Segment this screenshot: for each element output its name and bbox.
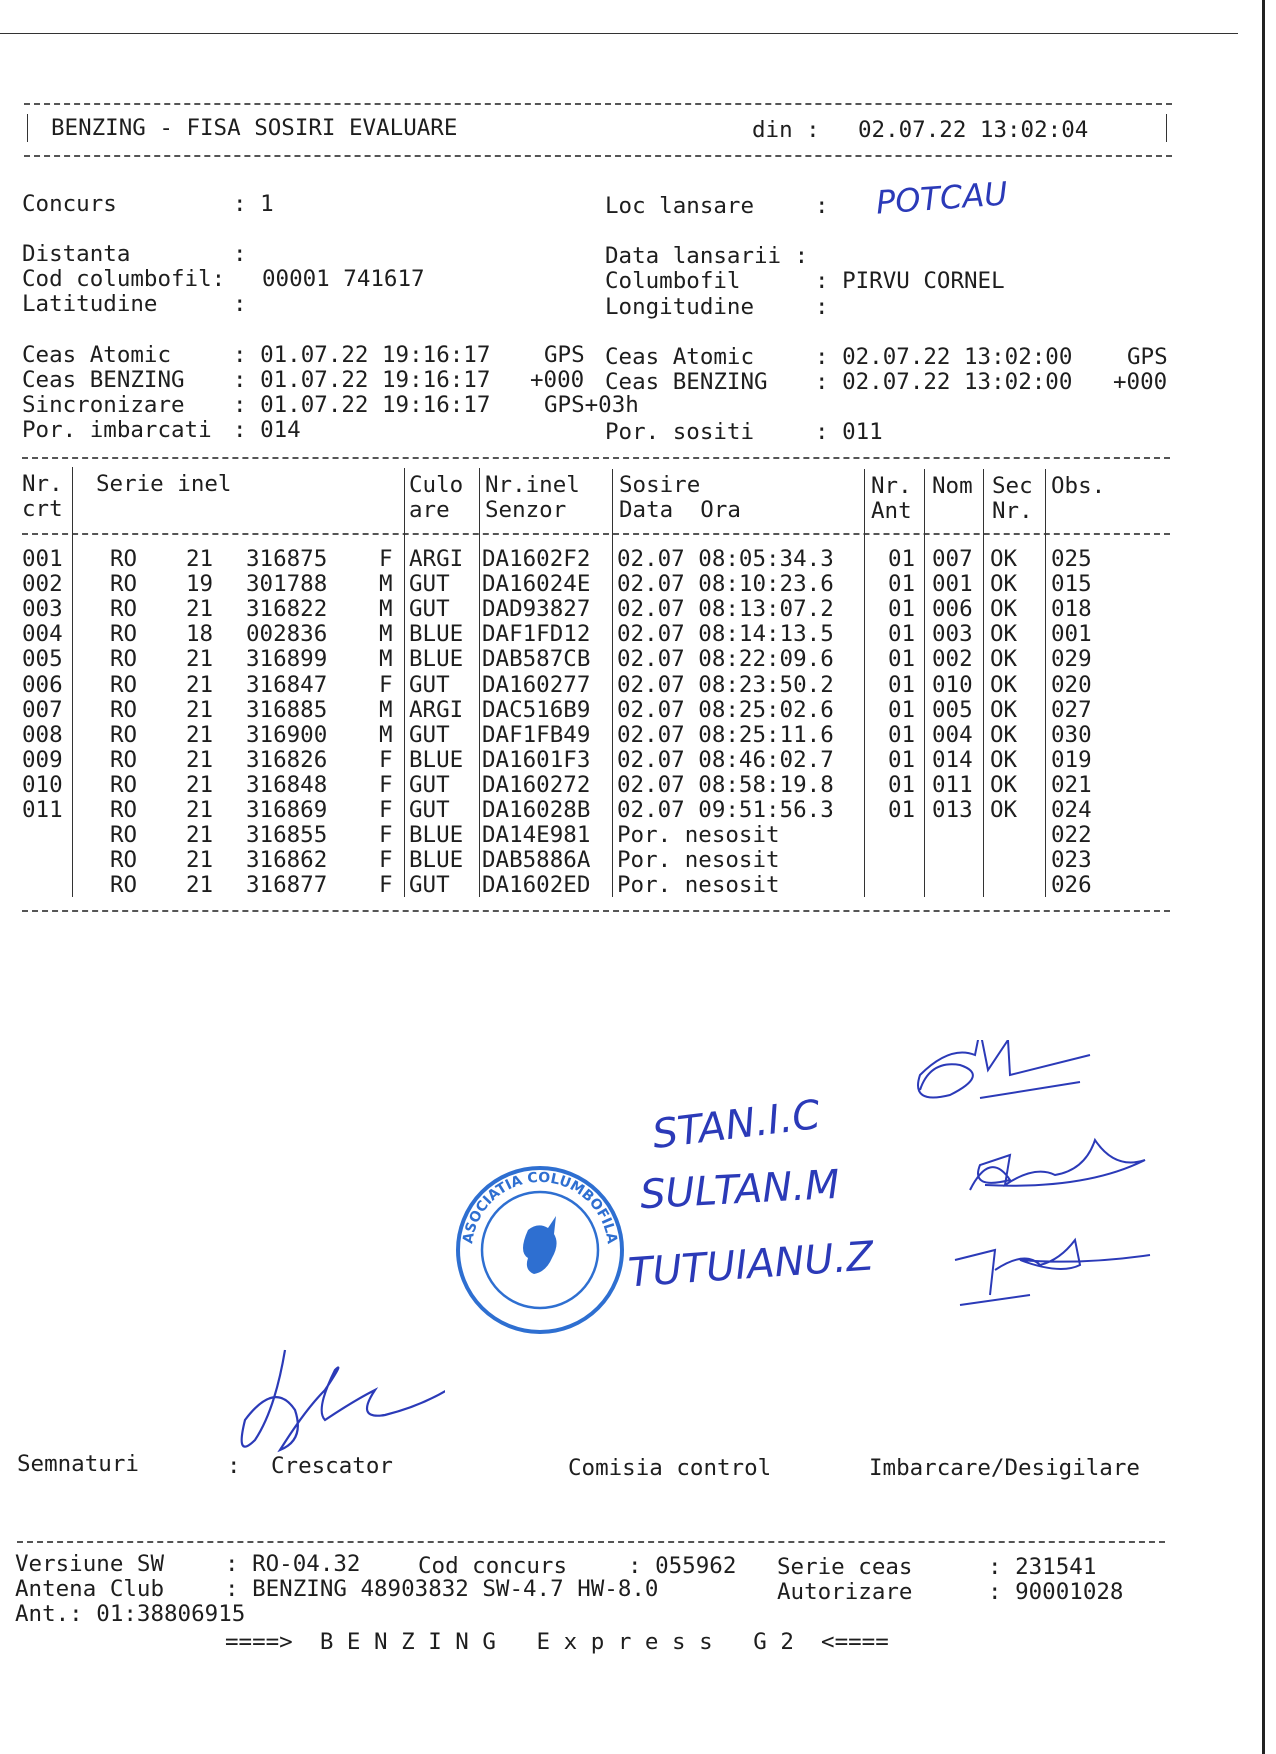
pigeon-icon <box>523 1216 557 1274</box>
row-an: 21 <box>186 771 214 798</box>
row-an: 21 <box>186 721 214 748</box>
versiune-sw-value: : RO-04.32 <box>225 1551 361 1577</box>
row-senzor: DA16024E <box>482 571 591 598</box>
row-an: 18 <box>186 621 214 648</box>
row-senzor: DA160277 <box>482 671 591 698</box>
sincronizare-suffix: GPS+03h <box>544 392 639 418</box>
row-ant: 01 <box>888 671 916 698</box>
row-sec: OK <box>990 546 1018 572</box>
row-an: 19 <box>186 571 214 598</box>
row-inel: 316848 <box>246 771 328 798</box>
concurs-value: : 1 <box>233 191 274 217</box>
longitudine-label: Longitudine <box>605 294 755 320</box>
row-sosire: 02.07 08:05:34.3 <box>617 546 834 572</box>
row-ant: 01 <box>888 721 916 748</box>
row-an: 21 <box>186 746 214 773</box>
row-senzor: DAC516B9 <box>482 696 591 723</box>
th-nr-inel-line1: Nr.inel <box>485 472 580 498</box>
columbofil-label: Columbofil <box>605 268 741 294</box>
antena-club-label: Antena Club <box>15 1576 165 1602</box>
header-rule-top <box>24 103 1172 105</box>
col-sep-nom <box>983 469 984 897</box>
row-culoare: BLUE <box>409 822 464 849</box>
row-culoare: GUT <box>409 596 450 623</box>
row-sec: OK <box>990 771 1018 798</box>
row-sec: OK <box>990 721 1018 748</box>
row-culoare: GUT <box>409 671 450 698</box>
row-sex: M <box>379 646 393 673</box>
handwritten-name-1: STAN.I.C <box>649 1091 823 1159</box>
row-ant: 01 <box>888 696 916 723</box>
longitudine-colon: : <box>815 294 829 320</box>
latitudine-colon: : <box>233 291 247 317</box>
row-nom: 002 <box>932 646 973 673</box>
row-ant: 01 <box>888 621 916 648</box>
row-sosire: 02.07 08:25:02.6 <box>617 696 834 723</box>
col-sep-serie <box>404 468 405 897</box>
row-sex: F <box>379 746 393 773</box>
right-scan-edge <box>1262 0 1265 1754</box>
row-an: 21 <box>186 872 214 899</box>
row-sec: OK <box>990 746 1018 773</box>
row-sosire: 02.07 08:13:07.2 <box>617 596 834 623</box>
imbarcare-desigilare-label: Imbarcare/Desigilare <box>869 1455 1140 1481</box>
semnaturi-label: Semnaturi <box>17 1451 139 1477</box>
row-an: 21 <box>186 671 214 698</box>
handwritten-name-2: SULTAN.M <box>638 1161 841 1219</box>
row-nom: 006 <box>932 596 973 623</box>
row-obs: 029 <box>1051 646 1092 673</box>
row-tara: RO <box>110 872 138 899</box>
row-sosire: 02.07 09:51:56.3 <box>617 797 834 823</box>
row-sec: OK <box>990 797 1018 823</box>
row-ant: 01 <box>888 746 916 773</box>
row-sex: F <box>379 797 393 823</box>
autorizare-label: Autorizare <box>777 1579 913 1605</box>
row-sex: F <box>379 822 393 849</box>
distanta-colon: : <box>233 241 247 267</box>
row-senzor: DAF1FD12 <box>482 621 591 648</box>
latitudine-label: Latitudine <box>22 291 158 317</box>
cod-concurs-value: : 055962 <box>628 1553 737 1579</box>
serie-ceas-label: Serie ceas <box>777 1554 913 1580</box>
row-nom: 011 <box>932 771 973 798</box>
top-border-line <box>0 33 1238 34</box>
col-sep-senzor <box>612 469 613 897</box>
breeder-signature <box>225 1345 445 1465</box>
row-senzor: DA16028B <box>482 797 591 823</box>
row-nom: 007 <box>932 546 973 572</box>
loc-lansare-handwritten: POTCAU <box>874 174 1009 222</box>
row-sosire: 02.07 08:46:02.7 <box>617 746 834 773</box>
row-ant: 01 <box>888 646 916 673</box>
row-culoare: GUT <box>409 721 450 748</box>
versiune-sw-label: Versiune SW <box>15 1551 165 1577</box>
row-an: 21 <box>186 847 214 874</box>
row-nom: 010 <box>932 671 973 698</box>
row-senzor: DAF1FB49 <box>482 721 591 748</box>
row-tara: RO <box>110 771 138 798</box>
row-nom: 005 <box>932 696 973 723</box>
row-an: 21 <box>186 646 214 673</box>
row-nr: 010 <box>22 771 63 798</box>
th-nr-ant-line1: Nr. <box>871 473 912 499</box>
th-sec-line2: Nr. <box>992 498 1033 524</box>
row-obs: 020 <box>1051 671 1092 698</box>
left-ceas-atomic-suffix: GPS <box>544 342 585 368</box>
row-nr: 007 <box>22 696 63 723</box>
row-culoare: GUT <box>409 771 450 798</box>
row-nr: 001 <box>22 546 63 572</box>
row-nom: 004 <box>932 721 973 748</box>
comisia-control-label: Comisia control <box>568 1455 772 1481</box>
row-sex: M <box>379 696 393 723</box>
row-tara: RO <box>110 546 138 572</box>
crescator-label: Crescator <box>271 1453 393 1479</box>
row-an: 21 <box>186 822 214 849</box>
th-serie-inel: Serie inel <box>96 471 232 497</box>
row-nr: 004 <box>22 621 63 648</box>
loc-lansare-label: Loc lansare <box>605 193 755 219</box>
row-culoare: BLUE <box>409 646 464 673</box>
table-rule-top <box>22 457 1170 459</box>
row-senzor: DAB587CB <box>482 646 591 673</box>
row-nr: 008 <box>22 721 63 748</box>
left-ceas-atomic-label: Ceas Atomic <box>22 342 172 368</box>
row-sosire: 02.07 08:23:50.2 <box>617 671 834 698</box>
th-sec-line1: Sec <box>992 473 1033 499</box>
footer-rule <box>17 1541 1165 1543</box>
row-nr: 009 <box>22 746 63 773</box>
row-inel: 316875 <box>246 546 328 572</box>
row-ant: 01 <box>888 771 916 798</box>
row-an: 21 <box>186 797 214 823</box>
right-ceas-benzing-label: Ceas BENZING <box>605 369 768 395</box>
col-sep-culoare <box>479 468 480 897</box>
row-sec: OK <box>990 571 1018 598</box>
date-value: 02.07.22 13:02:04 <box>858 117 1089 143</box>
row-obs: 001 <box>1051 621 1092 648</box>
right-ceas-atomic-label: Ceas Atomic <box>605 344 755 370</box>
row-obs: 023 <box>1051 847 1092 874</box>
th-nr-ant-line2: Ant <box>871 498 912 524</box>
row-obs: 022 <box>1051 822 1092 849</box>
row-senzor: DA160272 <box>482 771 591 798</box>
row-culoare: BLUE <box>409 621 464 648</box>
row-sex: M <box>379 621 393 648</box>
left-ceas-benzing-suffix: +000 <box>530 367 585 393</box>
por-sositi-value: : 011 <box>815 419 883 445</box>
row-sex: F <box>379 671 393 698</box>
left-ceas-atomic-value: : 01.07.22 19:16:17 <box>233 342 491 368</box>
col-sep-nr <box>72 467 73 897</box>
right-ceas-benzing-value: : 02.07.22 13:02:00 <box>815 369 1073 395</box>
antena-club-value: : BENZING 48903832 SW-4.7 HW-8.0 <box>225 1576 659 1602</box>
row-sex: F <box>379 872 393 899</box>
row-tara: RO <box>110 696 138 723</box>
row-senzor: DA1601F3 <box>482 746 591 773</box>
th-nom: Nom <box>932 473 973 499</box>
row-inel: 316885 <box>246 696 328 723</box>
row-sec: OK <box>990 596 1018 623</box>
header-right-bar <box>1166 114 1167 142</box>
row-sosire: 02.07 08:22:09.6 <box>617 646 834 673</box>
row-sec: OK <box>990 646 1018 673</box>
row-sosire: Por. nesosit <box>617 822 780 849</box>
row-sosire: 02.07 08:14:13.5 <box>617 621 834 648</box>
row-senzor: DA1602ED <box>482 872 591 899</box>
handwritten-name-3: TUTUIANU.Z <box>626 1233 876 1297</box>
semnaturi-colon: : <box>227 1453 241 1479</box>
row-nr: 002 <box>22 571 63 598</box>
row-obs: 025 <box>1051 546 1092 572</box>
association-stamp <box>450 1160 630 1340</box>
row-tara: RO <box>110 822 138 849</box>
por-imbarcati-value: : 014 <box>233 417 301 443</box>
row-sex: M <box>379 596 393 623</box>
row-ant: 01 <box>888 596 916 623</box>
row-inel: 002836 <box>246 621 328 648</box>
row-inel: 316822 <box>246 596 328 623</box>
row-obs: 021 <box>1051 771 1092 798</box>
row-sex: F <box>379 847 393 874</box>
table-rule-bottom <box>22 910 1170 912</box>
row-tara: RO <box>110 847 138 874</box>
row-tara: RO <box>110 746 138 773</box>
th-nr-line2: crt <box>22 496 63 522</box>
row-culoare: GUT <box>409 797 450 823</box>
th-culoare-line1: Culo <box>409 472 464 498</box>
table-rule-header <box>22 533 1170 535</box>
row-senzor: DAB5886A <box>482 847 591 874</box>
row-tara: RO <box>110 621 138 648</box>
row-obs: 018 <box>1051 596 1092 623</box>
row-nom: 001 <box>932 571 973 598</box>
row-nr: 006 <box>22 671 63 698</box>
row-sosire: Por. nesosit <box>617 872 780 899</box>
row-sosire: Por. nesosit <box>617 847 780 874</box>
col-sep-sec <box>1045 469 1046 897</box>
row-inel: 301788 <box>246 571 328 598</box>
loc-lansare-colon: : <box>815 193 829 219</box>
row-inel: 316877 <box>246 872 328 899</box>
header-rule-bottom <box>24 155 1172 157</box>
row-culoare: BLUE <box>409 746 464 773</box>
row-inel: 316862 <box>246 847 328 874</box>
row-tara: RO <box>110 596 138 623</box>
brand-banner: ====> B E N Z I N G E x p r e s s G 2 <==== <box>225 1629 889 1655</box>
document-title: BENZING - FISA SOSIRI EVALUARE <box>51 115 458 141</box>
row-tara: RO <box>110 721 138 748</box>
row-ant: 01 <box>888 797 916 823</box>
stamp-text: ASOCIATIA COLUMBOFILA <box>460 1169 620 1245</box>
row-nr: 003 <box>22 596 63 623</box>
header-left-bar <box>27 114 28 142</box>
row-obs: 030 <box>1051 721 1092 748</box>
right-ceas-atomic-suffix: GPS <box>1127 344 1168 370</box>
row-sosire: 02.07 08:25:11.6 <box>617 721 834 748</box>
row-sex: M <box>379 721 393 748</box>
row-senzor: DA14E981 <box>482 822 591 849</box>
cod-concurs-label: Cod concurs <box>418 1553 568 1579</box>
right-ceas-benzing-suffix: +000 <box>1113 369 1168 395</box>
row-obs: 026 <box>1051 872 1092 899</box>
row-sosire: 02.07 08:58:19.8 <box>617 771 834 798</box>
right-ceas-atomic-value: : 02.07.22 13:02:00 <box>815 344 1073 370</box>
columbofil-value: : PIRVU CORNEL <box>815 268 1005 294</box>
row-sex: M <box>379 571 393 598</box>
row-inel: 316826 <box>246 746 328 773</box>
left-ceas-benzing-label: Ceas BENZING <box>22 367 185 393</box>
row-senzor: DA1602F2 <box>482 546 591 572</box>
row-culoare: GUT <box>409 872 450 899</box>
sincronizare-label: Sincronizare <box>22 392 185 418</box>
row-ant: 01 <box>888 571 916 598</box>
th-sosire-line2: Data Ora <box>619 497 741 523</box>
row-inel: 316847 <box>246 671 328 698</box>
row-tara: RO <box>110 571 138 598</box>
row-sosire: 02.07 08:10:23.6 <box>617 571 834 598</box>
col-sep-sosire <box>864 469 865 897</box>
row-obs: 019 <box>1051 746 1092 773</box>
row-sec: OK <box>990 621 1018 648</box>
row-an: 21 <box>186 546 214 572</box>
row-sex: F <box>379 771 393 798</box>
th-sosire-line1: Sosire <box>619 472 701 498</box>
serie-ceas-value: : 231541 <box>988 1554 1097 1580</box>
row-nr: 005 <box>22 646 63 673</box>
row-culoare: BLUE <box>409 847 464 874</box>
cod-columbofil-value: 00001 741617 <box>262 266 425 292</box>
row-sex: F <box>379 546 393 572</box>
row-an: 21 <box>186 696 214 723</box>
row-nom: 013 <box>932 797 973 823</box>
row-sec: OK <box>990 671 1018 698</box>
row-culoare: ARGI <box>409 696 464 723</box>
row-obs: 024 <box>1051 797 1092 823</box>
row-tara: RO <box>110 671 138 698</box>
data-lansarii-label: Data lansarii : <box>605 243 809 269</box>
row-tara: RO <box>110 646 138 673</box>
sincronizare-value: : 01.07.22 19:16:17 <box>233 392 491 418</box>
row-ant: 01 <box>888 546 916 572</box>
col-sep-ant <box>924 469 925 897</box>
row-culoare: GUT <box>409 571 450 598</box>
left-ceas-benzing-value: : 01.07.22 19:16:17 <box>233 367 491 393</box>
th-nr-line1: Nr. <box>22 471 63 497</box>
row-nom: 014 <box>932 746 973 773</box>
row-inel: 316900 <box>246 721 328 748</box>
autorizare-value: : 90001028 <box>988 1579 1124 1605</box>
row-inel: 316899 <box>246 646 328 673</box>
committee-signatures <box>900 1040 1200 1310</box>
th-nr-inel-line2: Senzor <box>485 497 567 523</box>
por-sositi-label: Por. sositi <box>605 419 755 445</box>
concurs-label: Concurs <box>22 191 117 217</box>
row-obs: 027 <box>1051 696 1092 723</box>
th-obs: Obs. <box>1051 473 1106 499</box>
row-sec: OK <box>990 696 1018 723</box>
row-nom: 003 <box>932 621 973 648</box>
cod-columbofil-label: Cod columbofil: <box>22 266 226 292</box>
row-inel: 316855 <box>246 822 328 849</box>
distanta-label: Distanta <box>22 241 131 267</box>
row-culoare: ARGI <box>409 546 464 572</box>
row-nr: 011 <box>22 797 63 823</box>
por-imbarcati-label: Por. imbarcati <box>22 417 212 443</box>
th-culoare-line2: are <box>409 497 450 523</box>
date-label: din : <box>752 117 820 143</box>
row-inel: 316869 <box>246 797 328 823</box>
antenna-id-line: Ant.: 01:38806915 <box>15 1601 246 1627</box>
row-senzor: DAD93827 <box>482 596 591 623</box>
row-an: 21 <box>186 596 214 623</box>
row-tara: RO <box>110 797 138 823</box>
row-obs: 015 <box>1051 571 1092 598</box>
